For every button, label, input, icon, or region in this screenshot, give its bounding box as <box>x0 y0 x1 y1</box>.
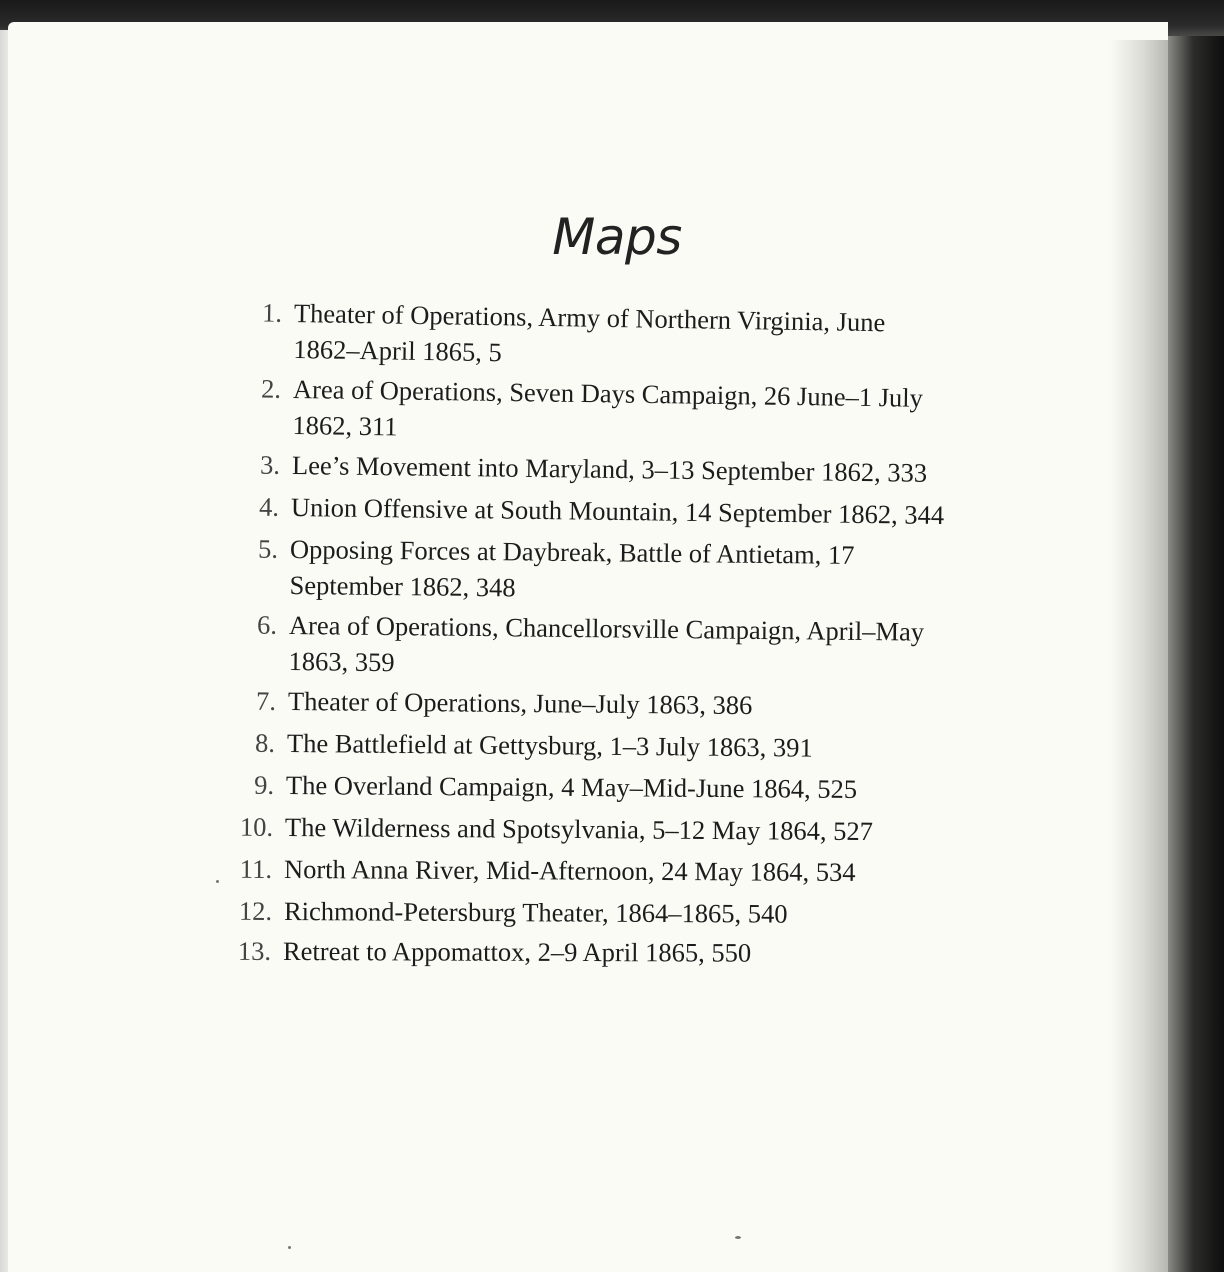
map-list-item <box>0 933 1224 973</box>
map-title: Lee’s Movement into Maryland, 3–13 September 1862, 333 <box>291 450 928 488</box>
map-title: North Anna River, Mid-Afternoon, 24 May 1864, 534 <box>283 854 856 887</box>
paper-speck <box>735 1236 741 1239</box>
map-list-item <box>0 723 1224 770</box>
map-title: The Wilderness and Spotsylvania, 5–12 May 1864, 527 <box>284 812 874 847</box>
map-number: 2. <box>260 373 282 404</box>
map-list-item <box>0 893 1224 935</box>
map-number: 9. <box>254 769 275 800</box>
paper-speck <box>216 880 219 883</box>
map-title: Theater of Operations, June–July 1863, 386 <box>287 686 753 721</box>
map-title: Retreat to Appomattox, 2–9 April 1865, 550 <box>282 936 752 968</box>
map-title-continuation: September 1862, 348 <box>289 569 516 603</box>
map-number: 11. <box>239 853 273 884</box>
map-title: Area of Operations, Seven Days Campaign, 26 June–1 July <box>292 374 924 413</box>
map-number: 3. <box>259 449 281 480</box>
map-list-item <box>0 368 1224 457</box>
page-title: Maps <box>552 208 682 266</box>
map-number: 1. <box>261 297 283 328</box>
map-list-item <box>0 808 1224 853</box>
map-list-item <box>0 529 1224 614</box>
map-title: Area of Operations, Chancellorsville Campaign, April–May <box>288 610 925 647</box>
map-number: 13. <box>237 935 272 966</box>
map-title: Opposing Forces at Daybreak, Battle of Antietam, 17 <box>289 534 855 570</box>
map-number: 6. <box>256 609 278 640</box>
map-number: 7. <box>255 685 277 716</box>
map-number: 4. <box>258 491 280 522</box>
map-title: Union Offensive at South Mountain, 14 September 1862, 344 <box>290 492 945 530</box>
map-list-item <box>0 486 1224 537</box>
map-title: Theater of Operations, Army of Northern Virginia, June <box>293 298 886 338</box>
map-list-item <box>0 766 1224 811</box>
map-title: Richmond-Petersburg Theater, 1864–1865, 540 <box>283 896 788 929</box>
map-number: 10. <box>239 811 274 842</box>
map-list-item <box>0 851 1224 893</box>
map-title: The Battlefield at Gettysburg, 1–3 July 1863, 391 <box>286 728 813 763</box>
map-number: 12. <box>238 895 273 926</box>
map-list-item <box>0 681 1224 728</box>
map-title-continuation: 1862, 311 <box>292 409 398 442</box>
paper-speck <box>288 1246 291 1249</box>
map-title: The Overland Campaign, 4 May–Mid-June 1864, 525 <box>285 770 858 804</box>
map-number: 5. <box>257 533 279 564</box>
map-list-item <box>0 605 1224 690</box>
map-title-continuation: 1862–April 1865, 5 <box>293 333 502 368</box>
map-number: 8. <box>254 727 276 758</box>
map-list-item <box>0 291 1224 382</box>
map-title-continuation: 1863, 359 <box>288 645 395 678</box>
